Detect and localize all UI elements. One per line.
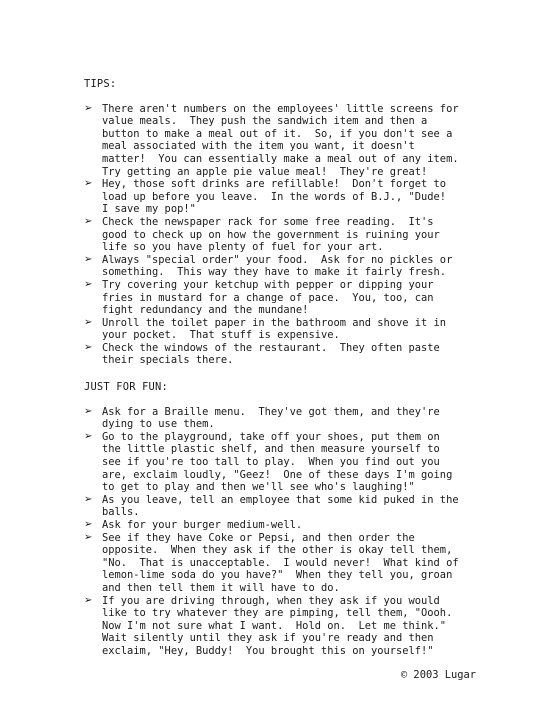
list-item-line: fight redundancy and the mundane! (102, 304, 309, 317)
list-item-line: like to try whatever they are pimping, tell them, "Oooh. (102, 607, 453, 620)
list-item-line: Ask for your burger medium-well. (102, 519, 303, 531)
tips-list (84, 103, 480, 367)
list-item (84, 279, 480, 317)
list-item-line: Go to the playground, take off your shoes, put them on (102, 430, 440, 443)
fun-list (84, 406, 480, 658)
copyright-notice: © 2003 Lugar (400, 669, 476, 681)
list-item (84, 494, 480, 519)
list-item-line: I save my pop!" (102, 203, 196, 216)
list-item-line: "No. That is unacceptable. I would never! What kind of (102, 556, 459, 569)
list-item-line: button to make a meal out of it. So, if you don't see a (102, 127, 453, 140)
list-item (84, 595, 480, 658)
list-item-line: are, exclaim loudly, "Geez! One of these days I'm going (102, 468, 453, 481)
list-item-line: and then tell them it will have to do. (102, 581, 340, 594)
list-item (84, 406, 480, 431)
arrow-bullet-icon: ➢ (84, 178, 93, 190)
arrow-bullet-icon: ➢ (84, 493, 93, 505)
list-item-line: the little plastic shelf, and then measure yourself to (102, 443, 440, 456)
list-item-line: See if they have Coke or Pepsi, and then order the (102, 531, 415, 544)
list-item-line: Unroll the toilet paper in the bathroom and shove it in (102, 316, 447, 329)
list-item-line: lemon-lime soda do you have?" When they tell you, groan (102, 569, 453, 582)
list-item-line: Try covering your ketchup with pepper or dipping your (102, 278, 434, 291)
list-item (84, 342, 480, 367)
list-item-line: load up before you leave. In the words of B.J., "Dude! (102, 190, 447, 203)
list-item-line: There aren't numbers on the employees' little screens for (102, 102, 459, 115)
list-item-line: something. This way they have to make it fairly fresh. (102, 266, 447, 279)
list-item-line: fries in mustard for a change of pace. You, too, can (102, 291, 434, 304)
list-item (84, 532, 480, 595)
list-item-line: balls. (102, 506, 140, 519)
list-item-line: value meals. They push the sandwich item and then a (102, 115, 428, 128)
arrow-bullet-icon: ➢ (84, 531, 93, 543)
list-item (84, 103, 480, 179)
list-item-line: Try getting an apple pie value meal! They're great! (102, 165, 428, 178)
list-item-line: Always "special order" your food. Ask for no pickles or (102, 253, 453, 266)
list-item (84, 254, 480, 279)
tips-heading: TIPS: (84, 78, 117, 90)
list-item-line: Hey, those soft drinks are refillable! Don't forget to (102, 178, 447, 191)
list-item (84, 317, 480, 342)
arrow-bullet-icon: ➢ (84, 253, 93, 265)
list-item-line: to get to play and then we'll see who's laughing!" (102, 481, 415, 494)
list-item (84, 431, 480, 494)
list-item-line: your pocket. That stuff is expensive. (102, 329, 340, 342)
list-item-line: Now I'm not sure what I want. Hold on. Let me think." (102, 619, 447, 632)
list-item-line: see if you're too tall to play. When you find out you (102, 456, 440, 469)
arrow-bullet-icon: ➢ (84, 519, 93, 530)
list-item-line: their specials there. (102, 354, 234, 367)
list-item-line: Wait silently until they ask if you're ready and then (102, 632, 434, 645)
arrow-bullet-icon: ➢ (84, 341, 93, 353)
list-item-line: Check the windows of the restaurant. They often paste (102, 341, 440, 354)
list-item-line: exclaim, "Hey, Buddy! You brought this on yourself!" (102, 644, 434, 657)
list-item-line: If you are driving through, when they ask if you would (102, 594, 440, 607)
list-item (84, 216, 480, 254)
list-item-line: dying to use them. (102, 418, 215, 431)
list-item (84, 178, 480, 216)
arrow-bullet-icon: ➢ (84, 430, 93, 442)
arrow-bullet-icon: ➢ (84, 594, 93, 606)
arrow-bullet-icon: ➢ (84, 405, 93, 417)
list-item-line: opposite. When they ask if the other is okay tell them, (102, 544, 453, 557)
list-item-line: matter! You can essentially make a meal out of any item. (102, 152, 459, 165)
list-item-line: As you leave, tell an employee that some kid puked in the (102, 493, 459, 506)
just-for-fun-heading: JUST FOR FUN: (84, 381, 168, 394)
list-item-line: Check the newspaper rack for some free reading. It's (102, 215, 434, 228)
list-item-line: good to check up on how the government is ruining your (102, 228, 440, 241)
list-item-line: meal associated with the item you want, it doesn't (102, 140, 415, 153)
list-item (84, 519, 480, 532)
list-item-line: life so you have plenty of fuel for your art. (102, 241, 384, 254)
arrow-bullet-icon: ➢ (84, 316, 93, 328)
list-item-line: Ask for a Braille menu. They've got them, and they're (102, 405, 440, 418)
arrow-bullet-icon: ➢ (84, 102, 93, 114)
arrow-bullet-icon: ➢ (84, 215, 93, 227)
arrow-bullet-icon: ➢ (84, 278, 93, 290)
